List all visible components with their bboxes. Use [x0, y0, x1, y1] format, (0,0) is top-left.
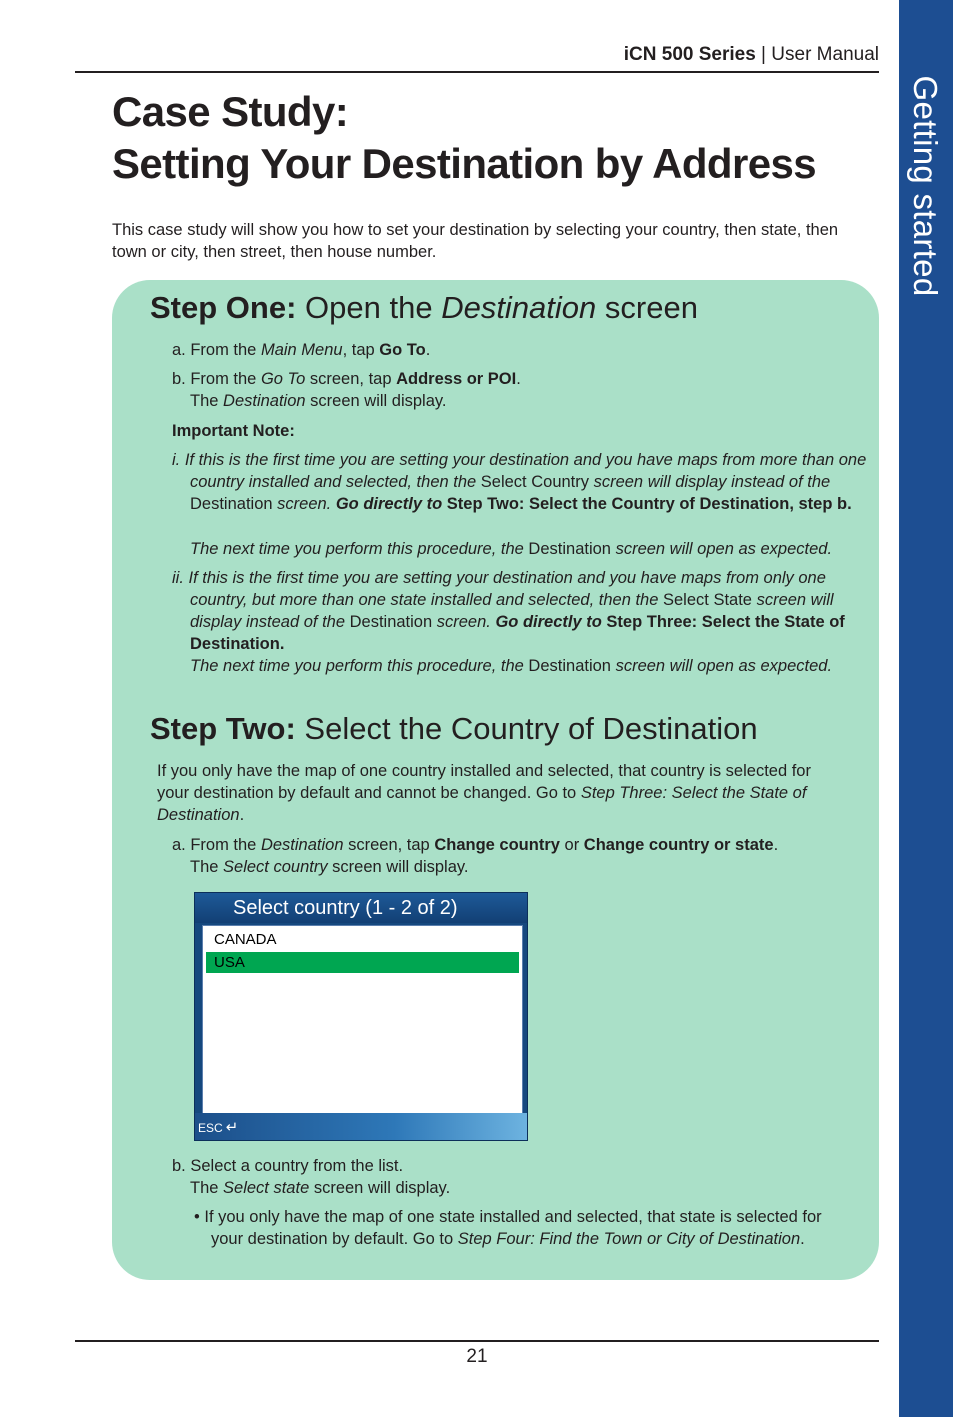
step-two-heading-text: Select the Country of Destination	[295, 711, 758, 746]
step-one-b-result-pre: The	[190, 392, 224, 410]
esc-label: ESC	[198, 1121, 223, 1135]
step-two-b-result-post: screen will display.	[309, 1179, 451, 1197]
step-one-b-screen: Go To	[260, 370, 306, 388]
intro-paragraph: This case study will show you how to set your destination by selecting your country, then state, then town or city, then street, then house number.	[112, 221, 839, 261]
step-one-a-prefix: a. From the	[172, 341, 261, 359]
step-two-lead: Step Two:	[150, 711, 296, 746]
step-two-a-end: .	[773, 836, 779, 854]
step-one-b-action: Address or POI	[396, 370, 517, 388]
step-two-a-mid: screen, tap	[343, 836, 435, 854]
section-tab-label: Getting started	[907, 75, 944, 297]
step-one-a-action: Go To	[379, 341, 426, 359]
step-two-b: b. Select a country from the list.	[172, 1157, 404, 1175]
note-ii-text-3: screen.	[432, 613, 496, 631]
note-i-next	[190, 538, 876, 560]
step-one-lead: Step One:	[150, 290, 297, 325]
step-one-b-result-post: screen will display.	[305, 392, 447, 410]
step-two-a-result	[190, 856, 870, 878]
select-country-screenshot	[194, 892, 528, 1141]
note-ii-go: Go directly to	[495, 613, 602, 631]
running-header	[0, 44, 879, 66]
step-two-intro-text: If you only have the map of one country installed and selected, that country is selected for your destination by default and cannot be changed. Go to	[157, 762, 811, 802]
note-ii-screen-2: Destination	[349, 613, 433, 631]
note-ii-next	[190, 655, 876, 677]
step-one-b-result	[190, 390, 870, 412]
note-ii	[172, 567, 876, 655]
step-two-bullet	[194, 1206, 854, 1250]
step-two-a-or: or	[559, 836, 584, 854]
note-i-text-3: screen.	[272, 495, 336, 513]
step-two-a-result-post: screen will display.	[327, 858, 469, 876]
note-ii-screen-1: Select State	[663, 591, 752, 609]
step-two-bullet-text: • If you only have the map of one state installed and selected, that state is selected for your destination by default. Go to	[194, 1208, 822, 1248]
country-list	[202, 925, 523, 1114]
step-two-a-result-screen: Select country	[223, 858, 328, 876]
step-two-intro-link: Step Three: Select the State of Destination	[157, 784, 807, 824]
note-ii-text-1: ii. If this is the first time you are setting your destination and you have maps from only one country, but more than one state installed and selected, then the	[172, 569, 826, 609]
screen-title-bar: Select country (1 - 2 of 2)	[195, 893, 527, 923]
step-one-heading-end: screen	[596, 290, 698, 325]
step-one-heading-emphasis: Destination	[441, 290, 597, 325]
return-arrow-icon: ↵	[225, 1119, 239, 1136]
header-rule	[75, 71, 879, 73]
step-one-b-prefix: b. From the	[172, 370, 261, 388]
title-line-1: Case Study:	[112, 88, 349, 135]
page-number: 21	[466, 1346, 488, 1367]
esc-button[interactable]	[198, 1119, 238, 1137]
note-ii-text-2: screen will display instead of the	[190, 591, 834, 631]
note-i-next-post: screen will open as expected.	[610, 540, 833, 558]
country-item-canada[interactable]: CANADA	[214, 931, 277, 948]
step-two-a-prefix: a. From the	[172, 836, 261, 854]
step-two-b-result-pre: The	[190, 1179, 224, 1197]
step-one-b-mid: screen, tap	[305, 370, 397, 388]
step-one-b-end: .	[516, 370, 521, 388]
note-ii-next-pre: The next time you perform this procedure, the	[190, 657, 529, 675]
series-name: iCN 500 Series	[623, 44, 756, 65]
manual-name: User Manual	[771, 44, 879, 65]
step-two-a-option-1: Change country	[434, 836, 560, 854]
step-one-a-menu: Main Menu	[260, 341, 343, 359]
step-two-b-result-screen: Select state	[223, 1179, 310, 1197]
note-i-go: Go directly to	[335, 495, 443, 513]
step-one-a	[172, 339, 872, 361]
title-line-2: Setting Your Destination by Address	[112, 140, 816, 187]
note-ii-next-post: screen will open as expected.	[610, 657, 833, 675]
screen-footer-bar	[195, 1113, 527, 1140]
step-one-b-result-screen: Destination	[223, 392, 306, 410]
step-two-a-result-pre: The	[190, 858, 224, 876]
note-ii-next-screen: Destination	[528, 657, 611, 675]
step-two-a-screen: Destination	[260, 836, 344, 854]
note-i-next-screen: Destination	[528, 540, 611, 558]
step-two-bullet-end: .	[800, 1230, 805, 1248]
step-one-b	[172, 368, 872, 390]
page-title	[112, 86, 816, 190]
note-i-screen-2: Destination	[190, 495, 273, 513]
step-one-a-end: .	[425, 341, 431, 359]
header-separator: |	[755, 44, 772, 65]
step-two-bullet-link: Step Four: Find the Town or City of Destination	[457, 1230, 801, 1248]
country-item-usa[interactable]: USA	[206, 952, 519, 973]
step-two-a-option-2: Change country or state	[583, 836, 774, 854]
step-one-heading	[150, 290, 698, 326]
step-two-a	[172, 834, 872, 856]
note-i-text-2: screen will display instead of the	[589, 473, 831, 491]
step-two-intro	[157, 760, 847, 826]
note-i-next-pre: The next time you perform this procedure, the	[190, 540, 529, 558]
note-i-screen-1: Select Country	[480, 473, 589, 491]
step-one-heading-text: Open the	[296, 290, 442, 325]
note-i-target: Step Two: Select the Country of Destination, step b.	[442, 495, 852, 513]
step-two-intro-end: .	[239, 806, 245, 824]
step-one-a-mid: , tap	[342, 341, 380, 359]
note-ii-target: Step Three: Select the State of Destination.	[190, 613, 845, 653]
footer-rule	[75, 1340, 879, 1342]
note-i	[172, 449, 876, 515]
important-note-label: Important Note:	[172, 422, 295, 440]
note-i-text-1: i. If this is the first time you are setting your destination and you have maps from more than one country installed and selected, then the	[172, 451, 867, 491]
step-two-heading	[150, 711, 758, 747]
step-two-b-result	[190, 1177, 870, 1199]
